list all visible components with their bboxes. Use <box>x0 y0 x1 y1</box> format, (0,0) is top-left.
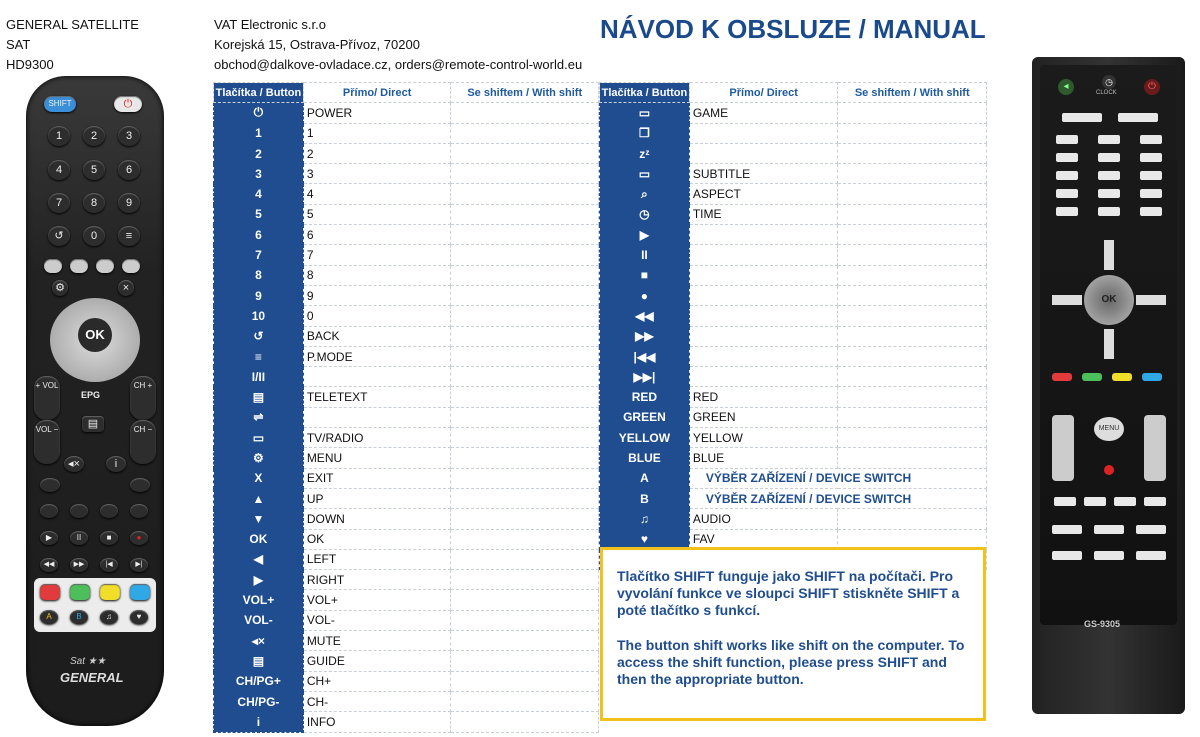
table-row <box>600 509 987 529</box>
direct-cell: P.MODE <box>303 346 451 366</box>
direct-cell: EXIT <box>303 468 451 488</box>
shift-cell <box>451 265 599 285</box>
menu-lines-icon: ≡ <box>118 226 140 246</box>
direct-cell <box>689 143 838 163</box>
header-direct: Přímo/ Direct <box>689 83 838 103</box>
direct-cell: AUDIO <box>689 509 838 529</box>
direct-cell: 1 <box>303 123 451 143</box>
direct-cell: GREEN <box>689 407 838 427</box>
table-row <box>214 671 599 691</box>
table-row <box>214 143 599 163</box>
direct-cell <box>689 265 838 285</box>
button-cell: CH/PG- <box>214 691 304 711</box>
direct-cell: 7 <box>303 245 451 265</box>
table-row <box>214 306 599 326</box>
vol-minus: VOL − <box>34 420 60 464</box>
shift-cell <box>451 123 599 143</box>
button-cell <box>600 143 690 163</box>
table-row <box>600 367 987 387</box>
shift-cell <box>451 671 599 691</box>
button-cell: ■ <box>600 265 690 285</box>
direct-cell <box>689 367 838 387</box>
note-english: The button shift works like shift on the computer. To access the shift function, please press SHIFT and then the appropriate button. <box>617 637 965 687</box>
button-cell: i <box>214 712 304 732</box>
shift-cell <box>451 164 599 184</box>
company-email[interactable]: obchod@dalkove-ovladace.cz, orders@remote-control-world.eu <box>214 57 583 72</box>
shift-cell <box>451 285 599 305</box>
shift-cell <box>451 712 599 732</box>
button-cell: B <box>600 488 690 508</box>
menu-button: MENU <box>1094 417 1124 441</box>
power-icon: ⏻ <box>114 96 142 112</box>
table-row <box>600 468 987 488</box>
page-title: NÁVOD K OBSLUZE / MANUAL <box>600 14 986 44</box>
table-row <box>600 488 987 508</box>
shift-cell <box>451 549 599 569</box>
direct-cell: ASPECT <box>689 184 838 204</box>
table-row <box>214 103 599 123</box>
device-switch-cell: VÝBĚR ZAŘÍZENÍ / DEVICE SWITCH <box>689 488 986 508</box>
direct-cell <box>689 285 838 305</box>
button-cell: ▶ <box>214 570 304 590</box>
button-cell: 5 <box>214 204 304 224</box>
direct-cell <box>689 346 838 366</box>
table-row <box>600 143 987 163</box>
buttons-table-left <box>213 82 599 733</box>
button-cell: 8 <box>214 265 304 285</box>
remote-image-left: SHIFT ⏻ 1 2 3 4 5 6 7 8 9 ↺ 0 ≡ ⚙ × OK + VOL VOL − CH + CH − EPG ▤ ◂× i ▶ II ■ ● ◀◀ ▶▶ |◀ ▶| A B ♫ ♥ Sat ★★ GENERAL <box>26 76 164 726</box>
direct-cell <box>303 367 451 387</box>
power-icon: ⏻ <box>1144 79 1160 95</box>
shift-cell <box>838 184 987 204</box>
direct-cell <box>689 326 838 346</box>
back-icon: ↺ <box>48 226 70 246</box>
direct-cell: BLUE <box>689 448 838 468</box>
table-row <box>214 164 599 184</box>
direct-cell: 5 <box>303 204 451 224</box>
gear-icon: ⚙ <box>253 450 264 465</box>
ch-plus: CH + <box>130 376 156 420</box>
button-cell: ▶▶ <box>600 326 690 346</box>
button-cell: A <box>600 468 690 488</box>
header-button: Tlačítka / Button <box>214 83 304 103</box>
usb-icon: ⇌ <box>253 410 264 425</box>
table-row <box>600 428 987 448</box>
direct-cell: BACK <box>303 326 451 346</box>
table-row <box>600 204 987 224</box>
button-cell: GREEN <box>600 407 690 427</box>
note-czech: Tlačítko SHIFT funguje jako SHIFT na počítači. Pro vyvolání funkce ve sloupci SHIFT stiskněte SHIFT a poté tlačítko s funkcí. <box>617 568 960 618</box>
shift-cell <box>451 204 599 224</box>
button-cell: BLUE <box>600 448 690 468</box>
direct-cell <box>689 245 838 265</box>
epg-label: EPG <box>81 390 101 400</box>
button-cell: 6 <box>214 225 304 245</box>
header-direct: Přímo/ Direct <box>303 83 451 103</box>
shift-cell <box>451 245 599 265</box>
direct-cell: TIME <box>689 204 838 224</box>
product-brand: GENERAL SATELLITE <box>6 17 139 32</box>
button-cell <box>214 448 304 468</box>
clock-icon: ◷ <box>1102 75 1116 89</box>
brand-logo: GENERAL <box>60 670 124 685</box>
table-row <box>214 448 599 468</box>
shift-cell <box>451 691 599 711</box>
button-cell: II <box>600 245 690 265</box>
shift-note <box>600 547 986 721</box>
direct-cell: MENU <box>303 448 451 468</box>
button-cell <box>600 164 690 184</box>
table-row <box>600 448 987 468</box>
zoom-icon: ⌕ <box>641 186 648 201</box>
button-cell <box>600 123 690 143</box>
table-row <box>600 346 987 366</box>
button-cell: |◀◀ <box>600 346 690 366</box>
shift-button: SHIFT <box>44 96 76 112</box>
direct-cell: GUIDE <box>303 651 451 671</box>
shift-cell <box>838 265 987 285</box>
remote-image-right <box>1032 57 1185 714</box>
table-row <box>214 387 599 407</box>
shift-cell <box>451 488 599 508</box>
guide-icon: ▤ <box>252 653 265 668</box>
product-type: SAT <box>6 37 31 52</box>
button-cell: ▶▶| <box>600 367 690 387</box>
button-cell <box>600 184 690 204</box>
button-cell: 1 <box>214 123 304 143</box>
button-cell <box>214 651 304 671</box>
dpad <box>50 298 140 382</box>
table-row <box>214 570 599 590</box>
button-cell: 2 <box>214 143 304 163</box>
direct-cell: 6 <box>303 225 451 245</box>
table-row <box>214 285 599 305</box>
table-row <box>214 245 599 265</box>
sleep-icon: zᶻ <box>639 146 650 161</box>
table-row <box>214 610 599 630</box>
shift-cell <box>838 306 987 326</box>
company-name: VAT Electronic s.r.o <box>214 17 326 32</box>
clock-icon: ◷ <box>639 207 650 222</box>
button-cell <box>600 103 690 123</box>
direct-cell: 9 <box>303 285 451 305</box>
subtitle-icon: ▭ <box>638 166 651 181</box>
shift-cell <box>451 346 599 366</box>
table-row <box>214 509 599 529</box>
direct-cell: INFO <box>303 712 451 732</box>
button-cell: ♥ <box>600 529 690 549</box>
shift-cell <box>838 225 987 245</box>
direct-cell <box>689 225 838 245</box>
shift-cell <box>451 225 599 245</box>
table-row <box>214 407 599 427</box>
button-cell: ◀ <box>214 549 304 569</box>
shift-cell <box>451 631 599 651</box>
table-row <box>214 326 599 346</box>
table-row <box>214 428 599 448</box>
device-switch-cell: VÝBĚR ZAŘÍZENÍ / DEVICE SWITCH <box>689 468 986 488</box>
table-row <box>600 184 987 204</box>
shift-cell <box>451 184 599 204</box>
button-cell <box>214 387 304 407</box>
ok-button: OK <box>78 318 112 352</box>
shift-cell <box>838 346 987 366</box>
header-button: Tlačítka / Button <box>600 83 690 103</box>
button-cell <box>214 346 304 366</box>
guide-icon: ▤ <box>82 416 104 432</box>
table-row <box>600 326 987 346</box>
table-row <box>214 204 599 224</box>
direct-cell <box>303 407 451 427</box>
shift-cell <box>838 164 987 184</box>
back-icon: ↺ <box>253 329 264 344</box>
shift-cell <box>451 387 599 407</box>
table-row <box>600 103 987 123</box>
table-row <box>214 712 599 732</box>
shift-cell <box>451 306 599 326</box>
gear-icon: ⚙ <box>52 280 68 296</box>
shift-cell <box>451 367 599 387</box>
table-row <box>214 651 599 671</box>
clock-label: CLOCK <box>1096 90 1117 96</box>
table-row <box>600 245 987 265</box>
button-cell: ♫ <box>600 509 690 529</box>
shift-cell <box>838 143 987 163</box>
direct-cell: CH+ <box>303 671 451 691</box>
shift-cell <box>451 529 599 549</box>
shift-cell <box>838 204 987 224</box>
shift-cell <box>451 590 599 610</box>
shift-cell <box>451 610 599 630</box>
shift-cell <box>838 103 987 123</box>
table-row <box>214 590 599 610</box>
mute-icon: ◂ <box>1058 79 1074 95</box>
teletext-icon: ▤ <box>252 390 265 405</box>
button-cell: 10 <box>214 306 304 326</box>
shift-cell <box>451 407 599 427</box>
direct-cell: LEFT <box>303 549 451 569</box>
button-cell <box>214 631 304 651</box>
shift-cell <box>451 103 599 123</box>
direct-cell: SUBTITLE <box>689 164 838 184</box>
table-row <box>214 225 599 245</box>
table-row <box>214 123 599 143</box>
header-shift: Se shiftem / With shift <box>838 83 987 103</box>
vol-plus: + VOL <box>34 376 60 420</box>
shift-cell <box>838 509 987 529</box>
direct-cell: CH- <box>303 691 451 711</box>
button-cell: YELLOW <box>600 428 690 448</box>
direct-cell: 4 <box>303 184 451 204</box>
button-cell: CH/PG+ <box>214 671 304 691</box>
direct-cell: 8 <box>303 265 451 285</box>
shift-cell <box>451 326 599 346</box>
mute-icon: ◂× <box>64 456 84 472</box>
table-row <box>600 407 987 427</box>
shift-cell <box>838 428 987 448</box>
button-cell: 3 <box>214 164 304 184</box>
mute-icon: ◂× <box>251 633 265 648</box>
brand-sub: Sat ★★ <box>70 656 106 667</box>
shift-cell <box>838 407 987 427</box>
shift-cell <box>451 651 599 671</box>
button-cell: VOL- <box>214 610 304 630</box>
menu-lines-icon: ≡ <box>254 349 262 364</box>
direct-cell: 0 <box>303 306 451 326</box>
direct-cell: FAV <box>689 529 838 549</box>
button-cell <box>600 204 690 224</box>
direct-cell: TV/RADIO <box>303 428 451 448</box>
direct-cell: VOL+ <box>303 590 451 610</box>
table-row <box>600 225 987 245</box>
table-row <box>600 164 987 184</box>
model-label: GS-9305 <box>1084 619 1121 629</box>
company-address: Korejská 15, Ostrava-Přívoz, 70200 <box>214 37 420 52</box>
shift-cell <box>838 123 987 143</box>
tv-radio-icon: ▭ <box>252 430 265 445</box>
button-cell: RED <box>600 387 690 407</box>
table-row <box>600 123 987 143</box>
table-row <box>214 367 599 387</box>
button-cell: 7 <box>214 245 304 265</box>
power-icon: ⏻ <box>253 105 264 120</box>
button-cell <box>214 326 304 346</box>
direct-cell: UP <box>303 488 451 508</box>
button-cell: ▼ <box>214 509 304 529</box>
product-model: HD9300 <box>6 57 54 72</box>
header-shift: Se shiftem / With shift <box>451 83 599 103</box>
shift-cell <box>838 367 987 387</box>
button-cell: VOL+ <box>214 590 304 610</box>
table-row <box>214 691 599 711</box>
shift-cell <box>838 448 987 468</box>
game-icon: ▭ <box>638 105 651 120</box>
table-row <box>600 285 987 305</box>
table-row <box>600 265 987 285</box>
table-row <box>214 549 599 569</box>
direct-cell: RED <box>689 387 838 407</box>
shift-cell <box>838 245 987 265</box>
shift-cell <box>451 448 599 468</box>
button-cell <box>214 428 304 448</box>
table-row <box>600 306 987 326</box>
direct-cell: MUTE <box>303 631 451 651</box>
direct-cell: TELETEXT <box>303 387 451 407</box>
table-row <box>214 529 599 549</box>
button-cell <box>214 407 304 427</box>
table-row <box>214 346 599 366</box>
direct-cell: 3 <box>303 164 451 184</box>
ch-minus: CH − <box>130 420 156 464</box>
shift-cell <box>451 428 599 448</box>
buttons-table-right <box>599 82 987 570</box>
button-cell: ◀◀ <box>600 306 690 326</box>
shift-cell <box>451 570 599 590</box>
direct-cell: 2 <box>303 143 451 163</box>
table-row <box>214 265 599 285</box>
direct-cell: OK <box>303 529 451 549</box>
button-cell <box>214 103 304 123</box>
windows-icon: ❐ <box>639 126 650 141</box>
button-cell: OK <box>214 529 304 549</box>
button-cell: 9 <box>214 285 304 305</box>
button-cell: ▶ <box>600 225 690 245</box>
table-row <box>214 468 599 488</box>
shift-cell <box>451 143 599 163</box>
button-cell: X <box>214 468 304 488</box>
button-cell: I/II <box>214 367 304 387</box>
button-cell: ▲ <box>214 488 304 508</box>
direct-cell: RIGHT <box>303 570 451 590</box>
shift-cell <box>838 326 987 346</box>
shift-cell <box>838 387 987 407</box>
direct-cell <box>689 306 838 326</box>
table-row <box>214 631 599 651</box>
shift-cell <box>838 285 987 305</box>
direct-cell: YELLOW <box>689 428 838 448</box>
direct-cell: GAME <box>689 103 838 123</box>
table-row <box>600 387 987 407</box>
direct-cell <box>689 123 838 143</box>
direct-cell: POWER <box>303 103 451 123</box>
ok-button: OK <box>1084 275 1134 325</box>
direct-cell: DOWN <box>303 509 451 529</box>
button-cell: ● <box>600 285 690 305</box>
table-row <box>214 184 599 204</box>
shift-cell <box>451 468 599 488</box>
shift-cell <box>451 509 599 529</box>
button-cell: 4 <box>214 184 304 204</box>
table-row <box>214 488 599 508</box>
direct-cell: VOL- <box>303 610 451 630</box>
